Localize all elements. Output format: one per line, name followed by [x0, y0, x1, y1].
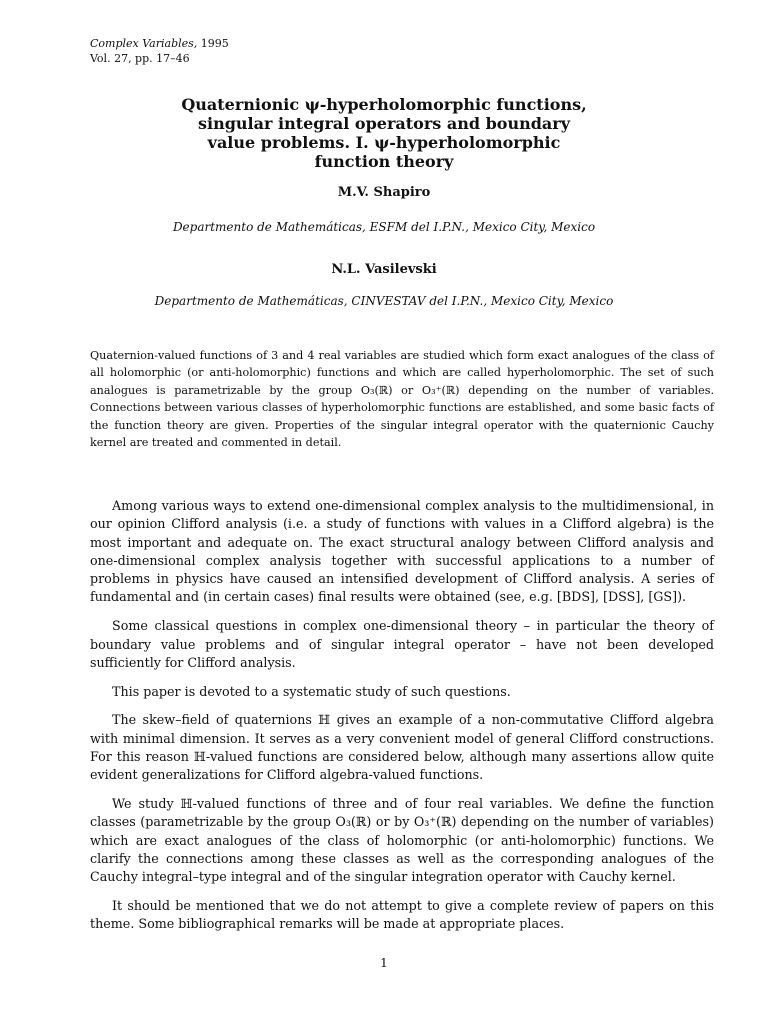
body-paragraph: We study ℍ-valued functions of three and of four real variables. We define the function classes (parametrizable by the group O₃(ℝ) or by O₃⁺(ℝ) depending on the number of variables) which are exact analogues of the class of holomorphic (or anti-holomorphic) functions. We clarify the connections among these classes as well as the corresponding analogues of the Cauchy integral–type integral and of the singular integration operator with Cauchy kernel.	[90, 796, 714, 885]
journal-year: 1995	[197, 37, 229, 50]
journal-citation-line	[90, 36, 229, 51]
author-name: M.V. Shapiro	[337, 185, 431, 200]
author-affiliation: Departmento de Mathemáticas, ESFM del I.P.N., Mexico City, Mexico	[172, 220, 596, 234]
journal-volume: Vol. 27, pp. 17–46	[90, 52, 190, 65]
title-line: Quaternionic ψ-hyperholomorphic functions,	[181, 95, 587, 114]
body-paragraph: This paper is devoted to a systematic study of such questions.	[112, 683, 511, 699]
body-paragraph: Some classical questions in complex one-dimensional theory – in particular the theory of boundary value problems and of singular integral operator – have not been developed sufficiently for Clifford analysis.	[90, 618, 714, 670]
body-paragraph: The skew–field of quaternions ℍ gives an example of a non-commutative Clifford algebra with minimal dimension. It serves as a very convenient model of general Clifford constructions. For this reason ℍ-valued functions are considered below, although many assertions allow quite evident generalizations for Clifford algebra-valued functions.	[90, 712, 714, 783]
title-line: function theory	[314, 152, 454, 171]
author-name: N.L. Vasilevski	[331, 262, 437, 277]
body-text	[90, 497, 714, 944]
body-paragraph: It should be mentioned that we do not attempt to give a complete review of papers on this theme. Some bibliographical remarks will be made at appropriate places.	[90, 898, 714, 932]
author-affiliation: Departmento de Mathemáticas, CINVESTAV del I.P.N., Mexico City, Mexico	[154, 294, 614, 308]
page-number: 1	[380, 956, 388, 970]
paper-title	[140, 95, 628, 171]
body-paragraph: Among various ways to extend one-dimensional complex analysis to the multidimensional, in our opinion Clifford analysis (i.e. a study of functions with values in a Clifford algebra) is the most important and adequate on. The exact structural analogy between Clifford analysis and one-dimensional complex analysis together with successful applications to a number of problems in physics have caused an intensified development of Clifford analysis. A series of fundamental and (in certain cases) final results were obtained (see, e.g. [BDS], [DSS], [GS]).	[90, 498, 714, 605]
abstract: Quaternion-valued functions of 3 and 4 real variables are studied which form exact analogues of the class of all holomorphic (or anti-holomorphic) functions and which are called hyperholomorphic. The set of such analogues is parametrizable by the group O₃(ℝ) or O₃⁺(ℝ) depending on the number of variables. Connections between various classes of hyperholomorphic functions are established, and some basic facts of the function theory are given. Properties of the singular integral operator with the quaternionic Cauchy kernel are treated and commented in detail.	[90, 349, 714, 450]
title-line: singular integral operators and boundary	[198, 114, 570, 133]
journal-header	[90, 36, 229, 66]
journal-name: Complex Variables,	[90, 37, 198, 50]
title-line: value problems. I. ψ-hyperholomorphic	[207, 133, 561, 152]
